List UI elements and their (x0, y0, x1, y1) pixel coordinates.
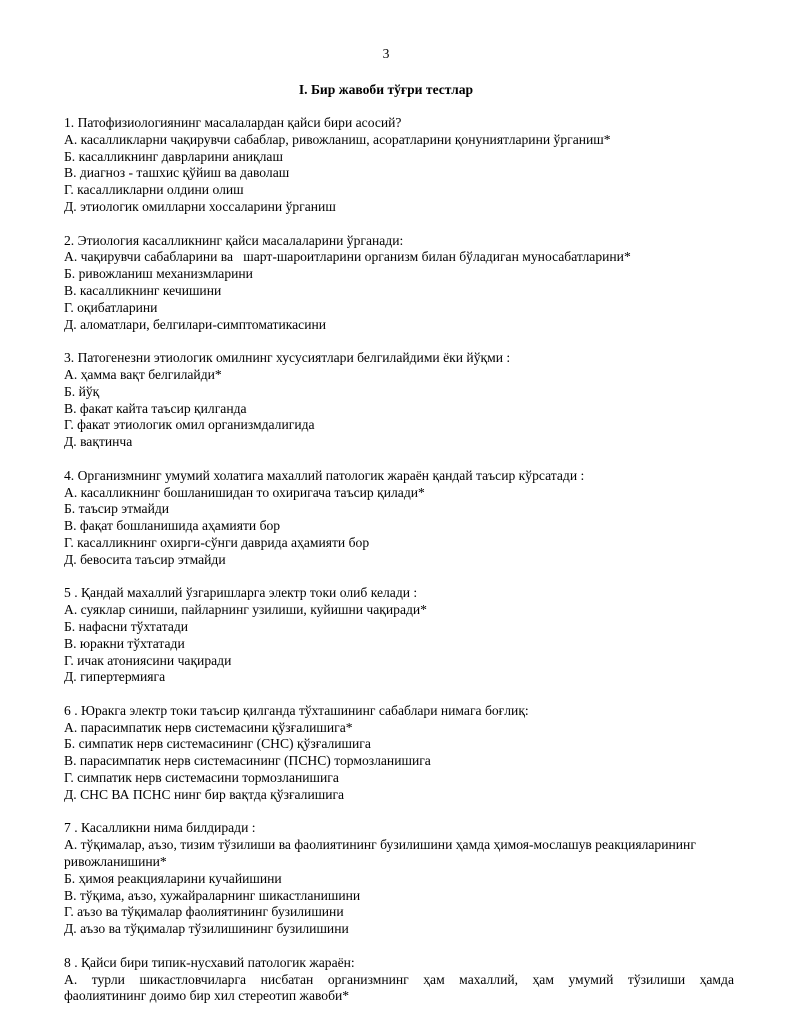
answer-option: В. касалликнинг кечишини (64, 282, 222, 298)
question-2 (64, 233, 734, 334)
answer-option: В. юракни тўхтатади (64, 635, 185, 651)
answer-option: А. тўқималар, аъзо, тизим тўзилиши ва фаолиятининг бузилишини ҳамда ҳимоя-мослашув реакцияларининг ривожланишини* (64, 837, 696, 870)
answer-option: Г. касалликларни олдини олиш (64, 182, 244, 198)
question-text: 3. Патогенезни этиологик омилнинг хусусиятлари белгилайдими ёки йўқми : (64, 350, 511, 366)
answer-option: Г. симпатик нерв системасини тормозланишига (64, 770, 339, 786)
answer-option: Г. оқибатларини (64, 299, 158, 315)
answer-option: Д. бевосита таъсир этмайди (64, 551, 226, 567)
answer-option: В. тўқима, аъзо, хужайраларнинг шикастланишини (64, 887, 361, 903)
answer-option: Б. нафасни тўхтатади (64, 618, 189, 634)
question-5 (64, 585, 734, 686)
answer-option: А. касалликнинг бошланишидан то охиригача таъсир қилади* (64, 484, 425, 500)
answer-option: Б. ҳимоя реакцияларини кучайишини (64, 870, 282, 886)
answer-option: Б. симпатик нерв системасининг (СНС) қўзғалишига (64, 736, 371, 752)
answer-option: Д. СНС ВА ПСНС нинг бир вақтда қўзғалишига (64, 786, 345, 802)
answer-option: Б. касалликнинг даврларини аниқлаш (64, 148, 283, 164)
question-text: 8 . Қайси бири типик-нусхавий патологик жараён: (64, 954, 355, 970)
answer-option: А. парасимпатик нерв системасини қўзғалишига* (64, 719, 353, 735)
answer-option: Г. факат этиологик омил организмдалигида (64, 417, 315, 433)
answer-option: А. касалликларни чақирувчи сабаблар, ривожланиш, асоратларини қонуниятларини ўрганиш* (64, 131, 611, 147)
answer-option: Б. таъсир этмайди (64, 501, 170, 517)
question-text: 5 . Қандай махаллий ўзгаришларга электр токи олиб келади : (64, 585, 418, 601)
answer-option: А. турли шикастловчиларга нисбатан организмнинг ҳам махаллий, ҳам умумий тўзилиши ҳамда (64, 971, 734, 987)
question-8 (64, 955, 734, 1005)
answer-option: В. парасимпатик нерв системасининг (ПСНС) тормозланишига (64, 753, 431, 769)
answer-option: Д. аъзо ва тўқималар тўзилишининг бузилишини (64, 921, 349, 937)
answer-option: В. фақат бошланишида аҳамияти бор (64, 518, 281, 534)
question-list (64, 115, 734, 1022)
question-text: 6 . Юракга электр токи таъсир қилганда тўхташининг сабаблари нимага боғлиқ: (64, 702, 529, 718)
answer-option: А. чақирувчи сабабларини ва шарт-шароитларини организм билан бўладиган муносабатларини* (64, 249, 631, 265)
answer-option: Б. йўқ (64, 383, 100, 399)
question-text: 4. Организмнинг умумий холатига махаллий патологик жараён қандай таъсир кўрсатади : (64, 467, 585, 483)
answer-option: Д. гипертермияга (64, 669, 166, 685)
answer-option: Д. этиологик омилларни хоссаларини ўрганиш (64, 198, 336, 214)
answer-option: В. факат кайта таъсир қилганда (64, 400, 247, 416)
question-4 (64, 468, 734, 569)
section-title: I. Бир жавоби тўғри тестлар (298, 82, 474, 97)
answer-option: В. диагноз - ташхис қўйиш ва даволаш (64, 165, 290, 181)
answer-option: Г. ичак атониясини чақиради (64, 652, 232, 668)
answer-option: Б. ривожланиш механизмларини (64, 266, 253, 282)
page-number: 3 (382, 46, 390, 61)
question-1 (64, 115, 734, 216)
question-text: 7 . Касалликни нима билдиради : (64, 820, 256, 836)
answer-option: А. суяклар синиши, пайларнинг узилиши, куйишни чақиради* (64, 602, 427, 618)
answer-option: Д. вақтинча (64, 434, 133, 450)
question-7 (64, 820, 734, 938)
answer-option-continuation: фаолиятининг доимо бир хил стереотип жавоби* (64, 988, 350, 1004)
question-3 (64, 350, 734, 451)
question-text: 2. Этиология касалликнинг қайси масалаларини ўрганади: (64, 232, 404, 248)
answer-option: Г. аъзо ва тўқималар фаолиятининг бузилишини (64, 904, 344, 920)
answer-option: Г. касалликнинг охирги-сўнги даврида аҳамияти бор (64, 534, 370, 550)
answer-option: А. ҳамма вақт белгилайди* (64, 366, 222, 382)
question-text: 1. Патофизиологиянинг масалалардан қайси бири асосий? (64, 115, 402, 130)
question-6 (64, 703, 734, 804)
answer-option: Д. аломатлари, белгилари-симптоматикасини (64, 316, 327, 332)
